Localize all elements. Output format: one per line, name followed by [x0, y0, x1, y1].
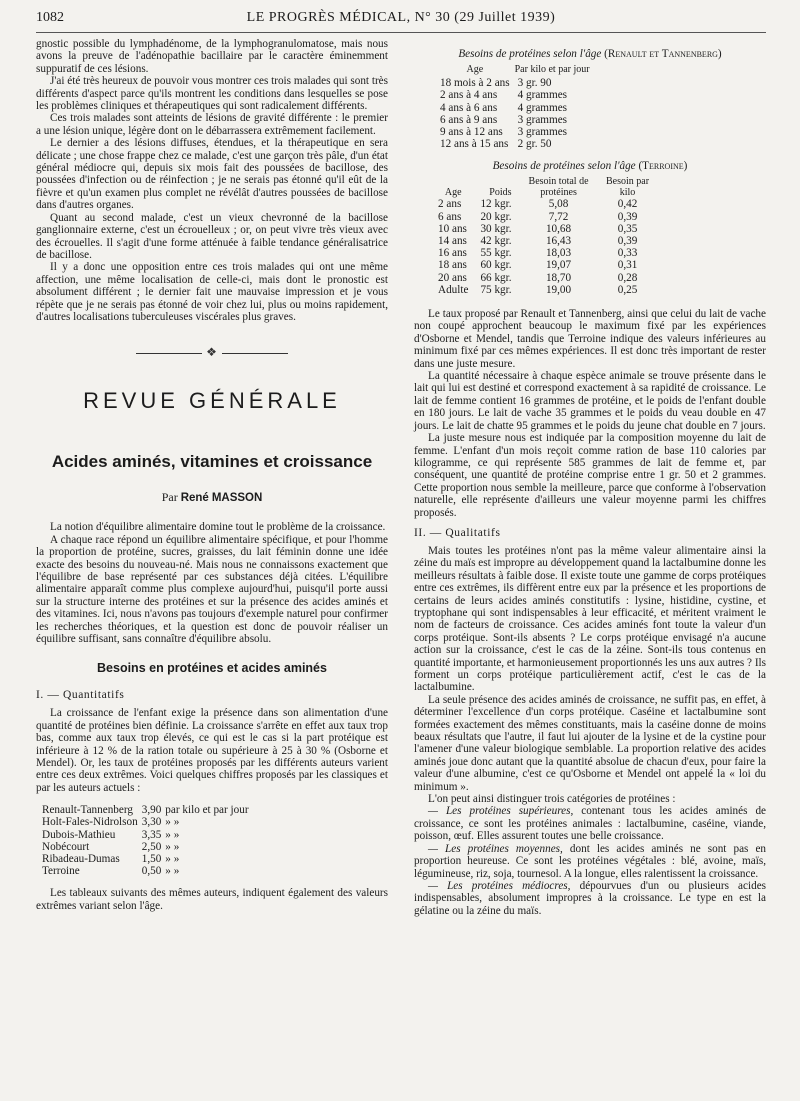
table-row: 18 mois à 2 ans 3 gr. 90 — [440, 77, 552, 90]
intro-paragraph: Quant au second malade, c'est un vieux chevronné de la bacillose ganglionnaire externe, c'est un écrouelleux ; or, on peut vivre très vieux avec des écrouelles. Il s'agit d'une forme atténuée à faible tendance généralisatrice de bacillose. — [36, 211, 388, 261]
section-heading-qualitatifs: II. — Qualitatifs — [414, 526, 501, 539]
body-paragraph: La quantité nécessaire à chaque espèce animale se trouve présente dans le lait qui lui est destiné et correspond exactement à sa rapidité de croissance. Le lait de femme contient 16 grammes de protéine, et le poids de l'enfant double en 180 jours. Le lait de vache 35 grammes et le poids du veau double en 47 jours. Le lait de chatte 95 grammes et le poids du jeune chat double en 7 jours. — [414, 370, 766, 432]
right-column — [414, 48, 766, 917]
left-column — [36, 38, 388, 912]
table-row: Dubois-Mathieu 3,35 » » — [42, 828, 180, 841]
category-mediocre: — Les protéines médiocres, dépourvues d'un ou plusieurs acides indispensables, absolument impropres à la croissance. Le type en est la gélatine ou la zéine du maïs. — [414, 879, 767, 917]
page-header — [36, 8, 766, 33]
intro-paragraph: gnostic possible du lymphadénome, de la lymphogranulomatose, mais nous avons la preuve de l'adénopathie bacillaire par le caractère éminemment suppuratif de ces lésions. — [36, 38, 388, 75]
table-row: Adulte 75 kgr. 19,00 0,25 — [438, 283, 638, 296]
intro-paragraph: Le dernier a des lésions diffuses, étendues, et la thérapeutique en sera délicate ; une chose frappe chez ce malade, c'est une garçon très pâle, d'un état général médiocre qui, depuis six mois fait des poussées de bacillose, des poussées d'infection ou de réinfection ; je ne serais pas étonné qu'il eût de la fièvre et qu'un examen plus complet ne révélât d'autres poussées de bacillose dans d'autres organes. — [36, 137, 388, 212]
body-paragraph: L'on peut ainsi distinguer trois catégories de protéines : — [428, 793, 676, 806]
table-row: Renault-Tannenberg 3,90 par kilo et par jour — [42, 804, 249, 817]
intro-paragraph: Il y a donc une opposition entre ces trois malades qui ont une même affection, une même localisation de celle-ci, mais dont le pronostic est absolument différent ; le dernier fait une mauvaise impression et je vous répète que je ne serais pas étonné de voir chez lui, plus ou moins rapidement, d'autres localisations tuberculeuses viscérales plus graves. — [36, 261, 388, 323]
age-needs-table-renault — [436, 63, 591, 150]
table-row: 6 ans 20 kgr. 7,72 0,39 — [438, 210, 638, 223]
table-row: 18 ans 60 kgr. 19,07 0,31 — [438, 259, 638, 272]
table-row: 6 ans à 9 ans 3 grammes — [440, 113, 568, 126]
table-row: 12 ans à 15 ans 2 gr. 50 — [440, 138, 552, 151]
author-first-name: René — [180, 492, 209, 505]
table-row: 20 ans 66 kgr. 18,70 0,28 — [438, 271, 638, 284]
table-header-row: Age Poids Besoin total de protéines Besoin par kilo — [444, 176, 650, 199]
age-needs-table-terroine — [432, 176, 656, 296]
article-title: Acides aminés, vitamines et croissance — [51, 452, 373, 472]
table-row: Ribadeau-Dumas 1,50 » » — [42, 853, 180, 866]
category-superior: — Les protéines supérieures, contenant tous les acides aminés de croissance, ce sont les protéines animales : lactalbumine, caséine, viande, poisson, œuf. Elles assurent toutes une belle croissance. — [414, 805, 767, 843]
intro-paragraph: J'ai été très heureux de pouvoir vous montrer ces trois malades qui sont très différents d'aspect parce qu'ils montrent les conditions dans lesquelles se pose les problèmes cliniques et thérapeutiques qui sont radicalement différents. — [36, 75, 388, 113]
table-row: Nobécourt 2,50 » » — [42, 840, 180, 853]
body-paragraph: Mais toutes les protéines n'ont pas la même valeur alimentaire ainsi la zéine du maïs est impropre au développement quand la lactalbumine donne les meilleurs résultats à faible dose. Il existe toute une gamme de corps protéiques entre ces extrêmes, ils diffèrent entre eux par la présence et les proportions de certains de leurs acides aminés constitutifs : lysine, histidine, cystine, et tryptophane qui sont indispensables à leur efficacité, et méritent vraiment le nom de facteurs de croissance. Ces acides aminés font toute la valeur d'un corps protéique. Sont-ils absents ? Le corps protéique envisagé n'a aucune action sur la croissance, c'est le cas de la zéine. Sont-ils tous contenus en quantité importante, et harmonieusement proportionnés les uns aux autres ? Ils forment un corps protéique particulièrement actif, c'est le cas de la lactalbumine. — [414, 544, 767, 694]
category-medium: — Les protéines moyennes, dont les acides aminés ne sont pas en proportion heureuse. Ce sont les protéines végétales : blé, avoine, maïs, légumineuse, riz, soja, tournesol. A la longue, elles ralentissent la croissance. — [414, 842, 767, 880]
page-number: 1082 — [36, 10, 64, 25]
table2-caption: Besoins de protéines selon l'âge (Terroine) — [492, 160, 688, 173]
section-banner: REVUE GÉNÉRALE — [83, 388, 341, 414]
table-row: Terroine 0,50 » » — [42, 865, 180, 878]
body-paragraph: Le taux proposé par Renault et Tannenberg, ainsi que celui du lait de vache non coupé approchent beaucoup le maximum fixé par les expériences d'Osborne et Mendel, tandis que Terroine indique des valeurs inférieures au minimum fixé par ces mêmes expériences. Il est donc très important de rester dans une juste mesure. — [414, 308, 766, 370]
table-row: 2 ans 12 kgr. 5,08 0,42 — [438, 198, 638, 211]
table-row: 14 ans 42 kgr. 16,43 0,39 — [438, 235, 638, 248]
table-row: 9 ans à 12 ans 3 grammes — [440, 126, 568, 139]
journal-title: LE PROGRÈS MÉDICAL, N° 30 (29 Juillet 1939) — [246, 10, 556, 25]
table-header-row: Age Par kilo et par jour — [466, 64, 590, 75]
ornamental-divider: ❖ — [36, 345, 388, 360]
subsection-heading: Besoins en protéines et acides aminés — [97, 661, 327, 676]
table-row: 16 ans 55 kgr. 18,03 0,33 — [438, 247, 638, 260]
article-paragraph: La notion d'équilibre alimentaire domine tout le problème de la croissance. — [50, 521, 386, 534]
table-row: 10 ans 30 kgr. 10,68 0,35 — [438, 222, 638, 235]
byline-prefix: Par — [161, 490, 178, 505]
authors-values-table — [40, 804, 251, 877]
byline — [36, 490, 388, 505]
body-paragraph: La juste mesure nous est indiquée par la composition moyenne du lait de femme. L'enfant d'un mois reçoit comme ration de base 110 calories par kilogramme, ce qui représente 585 grammes de lait de femme et, par conséquent, une quantité de protéine comprise entre 1 gr. 50 et 2 grammes. Cette proportion nous semble la meilleure, parce que conforme à l'observation naturelle, elle représente d'ailleurs une valeur moyenne parmi les chiffres proposés. — [414, 432, 766, 519]
quantitative-paragraph: La croissance de l'enfant exige la présence dans son alimentation d'une quantité de protéines bien définie. La croissance s'arrête en effet aux taux trop bas, comme aux taux trop élevés, ce qui est le cas si la part protéique est inférieure à 12 % de la ration totale ou supérieure à 25 à 30 % (Osborne et Mendel). Or, les taux de protéines proposés par les différents auteurs varient entre ces deux extrêmes. Voici quelques chiffres proposés par les classiques et par les auteurs actuels : — [36, 707, 388, 794]
body-paragraph: La seule présence des acides aminés de croissance, ne suffit pas, en effet, à déterminer l'excellence d'un corps protéique. Caséine et lactalbumine sont formées exactement des mêmes constituants, mais la caséine donne de moins beaux résultats que l'autre, il faut lui ajouter de la lysine et de la cystine pour l'amener d'une valeur biologique semblable. La proportion relative des acides aminés joue donc autant que la quantité absolue de chacun d'eux, pour faire la valeur d'une albumine, c'est ce qu'Osborne et Mendel ont appelé la « loi du minimum ». — [414, 693, 766, 793]
table-row: Holt-Fales-Nidrolson 3,30 » » — [42, 816, 180, 829]
table-row: 4 ans à 6 ans 4 grammes — [440, 101, 568, 114]
author-name: MASSON — [211, 492, 263, 505]
table1-caption: Besoins de protéines selon l'âge (Renault et Tannenberg) — [458, 48, 722, 60]
article-paragraph: A chaque race répond un équilibre alimentaire spécifique, et pour l'homme la proportion de protéine, sucres, graisses, du lait féminin donne une idée exacte des besoins du nouveau-né. Mais nous ne connaissons exactement que l'équilibre de base représenté par ces substances déjà citées. L'équilibre alimentaire apparaît comme plus complexe aujourd'hui, puisqu'il porte aussi sur la structure interne des protéines et sur la présence des acides aminés et des vitamines. Ici, nous n'avons pas toujours d'exemple naturel pour confirmer les recherches théoriques, et la question est donc de pouvoir réaliser un équilibre suffisant, sans connaître d'équilibre absolu. — [36, 533, 388, 645]
intro-paragraph: Ces trois malades sont atteints de lésions de gravité différente : le premier a une lésion unique, légère dont on le débarrassera extrêmement facilement. — [36, 112, 388, 137]
closing-paragraph: Les tableaux suivants des mêmes auteurs, indiquent également des valeurs extrêmes variant selon l'âge. — [36, 887, 388, 912]
table-row: 2 ans à 4 ans 4 grammes — [440, 89, 568, 102]
section-heading-quantitatifs: I. — Quantitatifs — [36, 689, 125, 702]
